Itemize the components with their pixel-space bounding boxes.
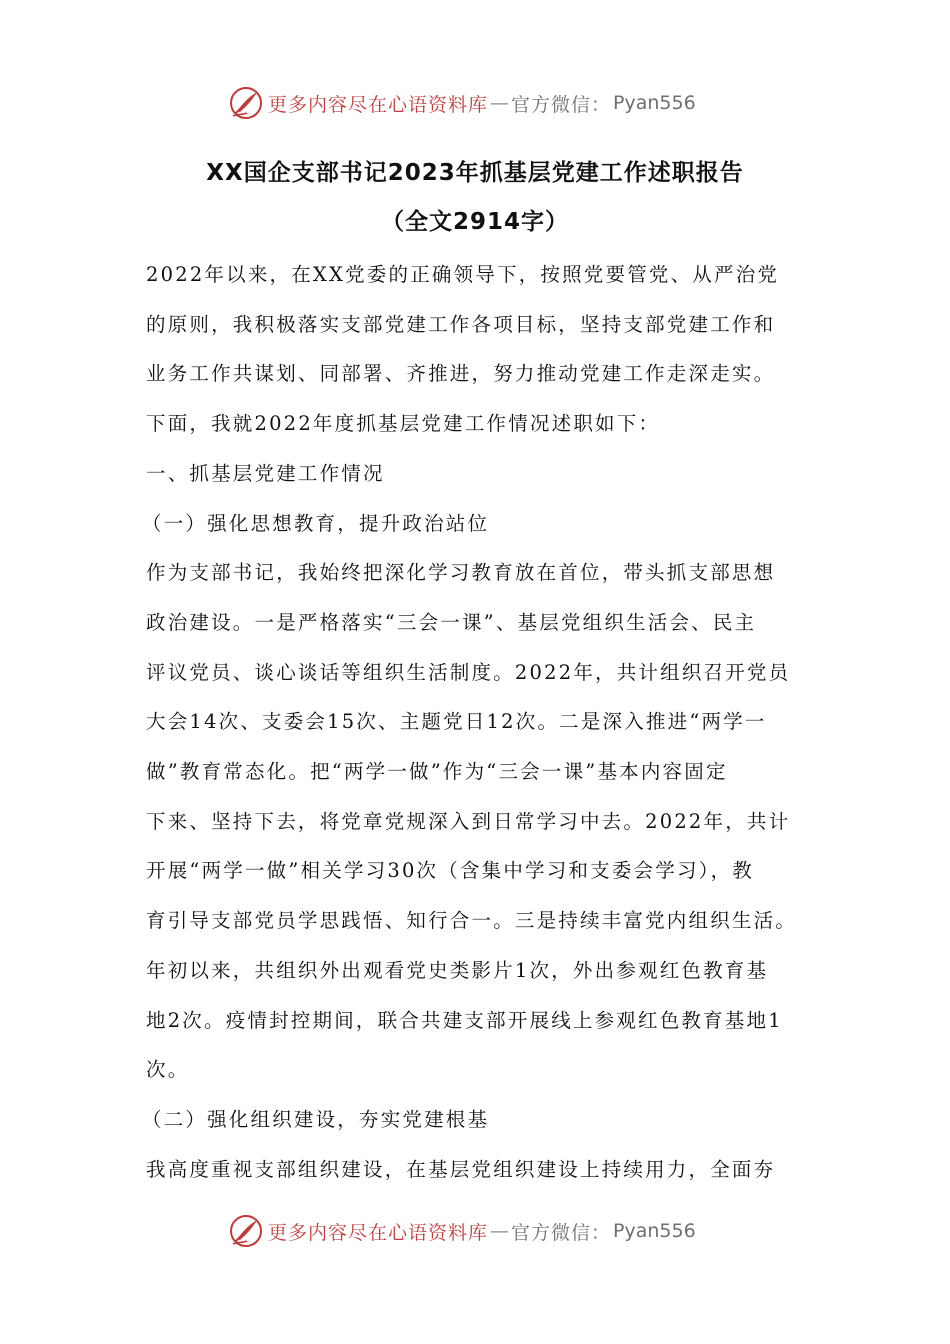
text-line: 作为支部书记，我始终把深化学习教育放在首位，带头抓支部思想 <box>146 561 776 585</box>
text-line: 我高度重视支部组织建设，在基层党组织建设上持续用力，全面夯 <box>146 1157 776 1181</box>
text-line: 育引导支部党员学思践悟、知行合一。三是持续丰富党内组织生活。 <box>146 909 798 933</box>
watermark-sub-text: 官方微信： <box>511 1221 612 1244</box>
watermark-footer <box>228 1211 748 1251</box>
text-line: 做”教育常态化。把“两学一做”作为“三会一课”基本内容固定 <box>146 760 728 784</box>
document-title: XX国企支部书记2023年抓基层党建工作述职报告 <box>206 160 744 186</box>
watermark-dash: — <box>490 92 510 114</box>
subsection-heading: （一）强化思想教育，提升政治站位 <box>142 511 490 535</box>
text-line: 评议党员、谈心谈话等组织生活制度。2022年，共计组织召开党员 <box>146 660 791 684</box>
text-line: 下来、坚持下去，将党章党规深入到日常学习中去。2022年，共计 <box>146 809 791 833</box>
section-heading: 一、抓基层党建工作情况 <box>146 461 385 485</box>
document-subtitle: （全文2914字） <box>380 209 569 235</box>
text-line: 次。 <box>146 1058 190 1082</box>
watermark-header <box>228 83 748 123</box>
subsection-paragraph <box>146 548 836 1095</box>
watermark-wechat-id: Pyan556 <box>613 92 696 114</box>
text-line: 政治建设。一是严格落实“三会一课”、基层党组织生活会、民主 <box>146 610 757 634</box>
quill-logo-icon <box>228 1213 264 1249</box>
text-line: 2022年以来，在XX党委的正确领导下，按照党要管党、从严治党 <box>146 263 780 286</box>
watermark-sub-text: 官方微信： <box>511 93 612 116</box>
watermark-main-text: 更多内容尽在心语资料库 <box>268 1221 489 1244</box>
text-line: 下面，我就2022年度抓基层党建工作情况述职如下： <box>146 412 661 436</box>
text-line: 地2次。疫情封控期间，联合共建支部开展线上参观红色教育基地1 <box>146 1008 783 1032</box>
intro-paragraph <box>146 250 836 449</box>
text-line: 的原则，我积极落实支部党建工作各项目标，坚持支部党建工作和 <box>146 312 776 336</box>
text-line: 大会14次、支委会15次、主题党日12次。二是深入推进“两学一 <box>146 710 767 734</box>
text-line: 开展“两学一做”相关学习30次（含集中学习和支委会学习），教 <box>146 859 755 883</box>
quill-logo-icon <box>228 85 264 121</box>
subsection-paragraph <box>146 1145 836 1195</box>
subsection-heading: （二）强化组织建设，夯实党建根基 <box>142 1107 490 1131</box>
watermark-main-text: 更多内容尽在心语资料库 <box>268 93 489 116</box>
text-line: 业务工作共谋划、同部署、齐推进，努力推动党建工作走深走实。 <box>146 362 776 386</box>
watermark-dash: — <box>490 1220 510 1242</box>
document-body <box>142 250 836 1194</box>
watermark-wechat-id: Pyan556 <box>613 1220 696 1242</box>
text-line: 年初以来，共组织外出观看党史类影片1次，外出参观红色教育基 <box>146 958 769 982</box>
